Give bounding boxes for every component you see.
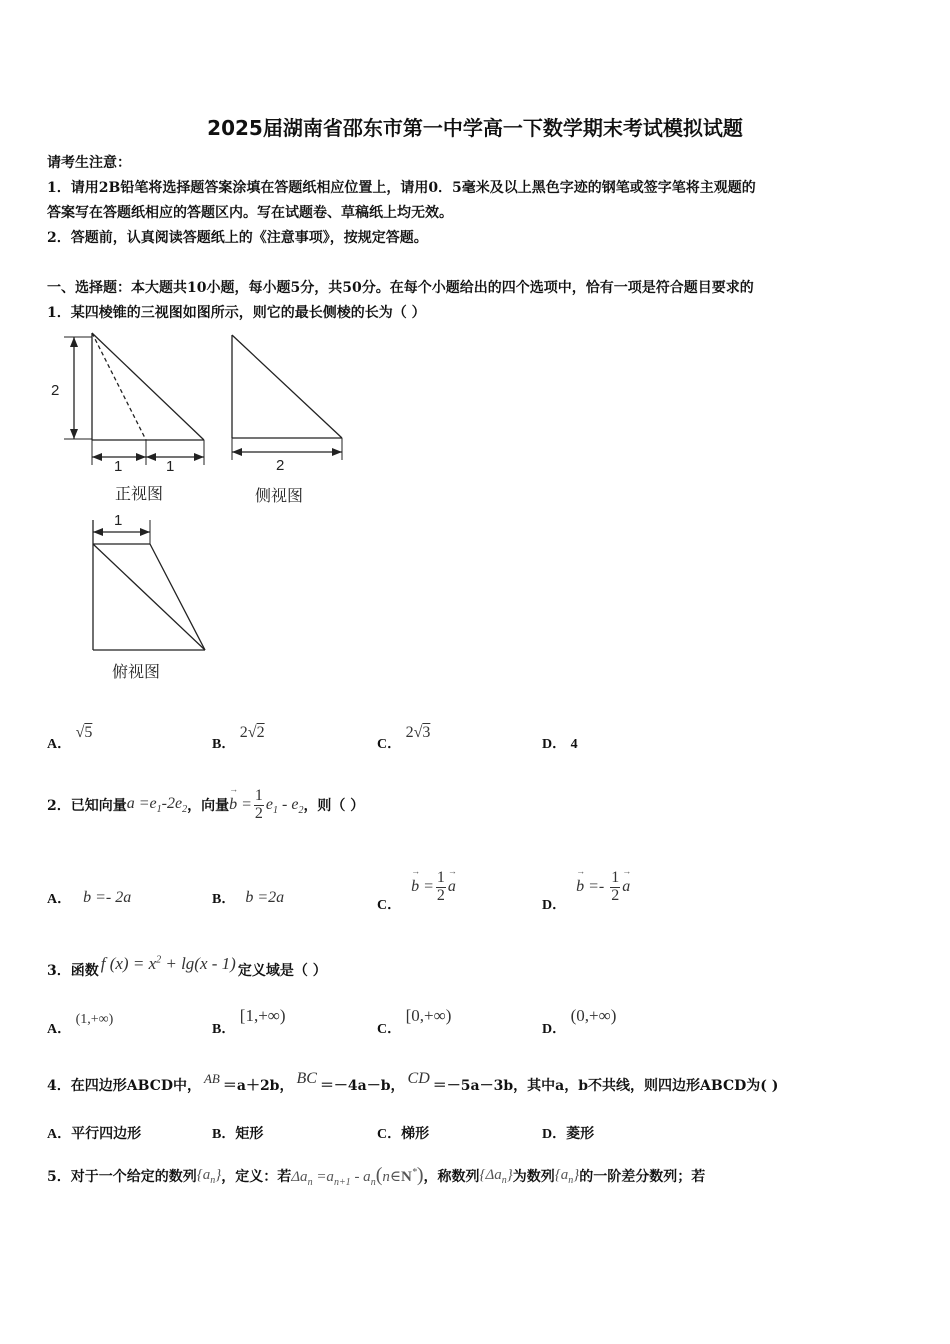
notice-heading: 请考生注意： <box>47 155 131 171</box>
q4-vector-ab: AB <box>203 1071 220 1086</box>
q3-option-c-label: C． <box>377 1022 402 1037</box>
front-view-caption: 正视图 <box>115 484 164 503</box>
q5-t1: ，定义：若 <box>221 1169 292 1185</box>
q4-stem <box>47 1068 778 1102</box>
q3-option-b-value: [1,+∞) <box>239 1006 286 1025</box>
q3-post: 定义域是（ ） <box>237 963 327 979</box>
q3-pre: 3．函数 <box>47 963 99 979</box>
q2-post: ，则（ ） <box>303 798 365 814</box>
q1-option-b-label: B． <box>212 737 236 752</box>
q2-option-a[interactable] <box>47 880 131 916</box>
top-width-label: 1 <box>114 512 123 529</box>
q3-option-d-value: (0,+∞) <box>570 1006 617 1025</box>
q1-option-d-label: D． <box>542 737 567 752</box>
q1-option-b-math: 2√2 <box>239 724 265 741</box>
q3-option-b[interactable] <box>212 1006 286 1037</box>
q4-option-b[interactable] <box>212 1123 263 1143</box>
q2-option-a-math: b =- 2a <box>83 889 132 906</box>
q4-option-d-label: D． <box>542 1127 567 1142</box>
q4-option-c-text: 梯形 <box>401 1126 430 1142</box>
q2-option-c[interactable] <box>377 862 456 912</box>
q2-option-d[interactable] <box>542 862 630 912</box>
side-view-caption: 侧视图 <box>255 486 304 505</box>
q1-option-a-math: √5 <box>75 724 93 741</box>
q3-option-a[interactable] <box>47 1008 114 1037</box>
q2-option-b-label: B． <box>212 892 236 907</box>
q2-vector-b-expr: → b = $\frac{1}{2}$ $e_1 - e_2$ <box>229 788 303 823</box>
q5-seq-delta-an: $\{\Delta a_n\}$ <box>479 1166 513 1186</box>
q5-t3: 为数列 <box>512 1169 555 1185</box>
q2-option-d-math: → b =- $\frac{1}{2}$ → a <box>576 870 630 905</box>
q3-option-c[interactable] <box>377 1006 452 1037</box>
q1-option-a[interactable] <box>47 722 93 752</box>
q4-option-a-text: 平行四边形 <box>71 1126 142 1142</box>
q4-vector-bc: BC <box>296 1070 317 1087</box>
q2-option-c-label: C． <box>377 898 402 913</box>
front-width-label-1: 1 <box>114 458 123 475</box>
q1-option-b[interactable] <box>212 722 265 752</box>
q4-ab-expr: ＝a＋2b， <box>222 1078 294 1094</box>
q1-three-view-figure <box>40 325 360 690</box>
top-view-caption: 俯视图 <box>112 662 161 681</box>
q4-option-d-text: 菱形 <box>566 1126 595 1142</box>
side-view <box>232 335 342 460</box>
q2-option-d-label: D． <box>542 898 567 913</box>
notice-line-2: 答案写在答题纸相应的答题区内。写在试题卷、草稿纸上均无效。 <box>47 205 453 221</box>
q4-option-c[interactable] <box>377 1123 429 1143</box>
q2-pre: 2．已知向量 <box>47 798 127 814</box>
q4-option-a[interactable] <box>47 1123 141 1143</box>
q4-option-c-label: C． <box>377 1127 402 1142</box>
q5-definition-expr: $\Delta a_n =a_{n+1}$ - $a_n(n\in N^*)$ <box>291 1164 424 1188</box>
q5-t2: ，称数列 <box>423 1169 480 1185</box>
q2-option-a-label: A． <box>47 892 72 907</box>
q3-option-b-label: B． <box>212 1022 236 1037</box>
q3-option-d-label: D． <box>542 1022 567 1037</box>
q4-option-b-text: 矩形 <box>235 1126 264 1142</box>
q3-option-c-value: [0,+∞) <box>405 1006 452 1025</box>
q2-option-c-math: → b = $\frac{1}{2}$ → a <box>411 870 456 905</box>
q1-stem: 1．某四棱锥的三视图如图所示，则它的最长侧棱的长为（ ） <box>47 305 426 321</box>
q4-pre: 4．在四边形ABCD中， <box>47 1078 201 1094</box>
q1-option-c-math: 2√3 <box>405 724 431 741</box>
q4-option-d[interactable] <box>542 1123 594 1143</box>
q2-mid: ，向量 <box>187 798 230 814</box>
q3-option-d[interactable] <box>542 1006 617 1037</box>
section-heading: 一、选择题：本大题共10小题，每小题5分，共50分。在每个小题给出的四个选项中，恰有一项是符合题目要求的 <box>47 280 754 296</box>
q4-vector-cd: CD <box>407 1070 430 1087</box>
q2-option-b-math: b =2a <box>245 889 285 906</box>
q3-stem <box>47 944 327 984</box>
side-width-label: 2 <box>276 457 285 474</box>
q1-option-c-label: C． <box>377 737 402 752</box>
q2-option-b[interactable] <box>212 880 284 916</box>
notice-line-1: 1．请用2B铅笔将选择题答案涂填在答题纸相应位置上，请用0．5毫米及以上黑色字迹的钢笔或签字笔将主观题的 <box>47 180 756 196</box>
q5-seq-an-2: $\{a_n\}$ <box>554 1166 580 1186</box>
q1-option-d-value: 4 <box>570 737 578 752</box>
q5-seq-an-1: $\{a_n\}$ <box>196 1166 222 1186</box>
q4-bc-expr: ＝－4a－b， <box>319 1078 405 1094</box>
q3-option-a-value: (1,+∞) <box>75 1012 114 1027</box>
q4-cd-expr: ＝－5a－3b，其中a，b不共线，则四边形ABCD为( ) <box>432 1078 779 1094</box>
q2-vector-a-expr: $a =e_1-2e_2$ <box>126 794 188 816</box>
front-height-label: 2 <box>51 382 60 399</box>
notice-line-3: 2．答题前，认真阅读答题纸上的《注意事项》，按规定答题。 <box>47 230 428 246</box>
page-title: 2025届湖南省邵东市第一中学高一下数学期末考试模拟试题 <box>207 116 743 140</box>
q5-pre: 5．对于一个给定的数列 <box>47 1169 197 1185</box>
q5-stem <box>47 1156 705 1196</box>
q2-stem <box>47 780 364 830</box>
q1-option-a-label: A． <box>47 737 72 752</box>
q4-option-a-label: A． <box>47 1127 72 1142</box>
q3-option-a-label: A． <box>47 1022 72 1037</box>
front-view <box>64 333 204 465</box>
q4-option-b-label: B． <box>212 1127 236 1142</box>
q1-option-d[interactable] <box>542 733 578 753</box>
q3-function-expr: f $(x) = x^2 + \lg(x - 1)$ <box>100 954 236 973</box>
q1-option-c[interactable] <box>377 722 431 752</box>
q5-t4: 的一阶差分数列；若 <box>579 1169 706 1185</box>
front-width-label-2: 1 <box>166 458 175 475</box>
top-view <box>93 520 205 650</box>
